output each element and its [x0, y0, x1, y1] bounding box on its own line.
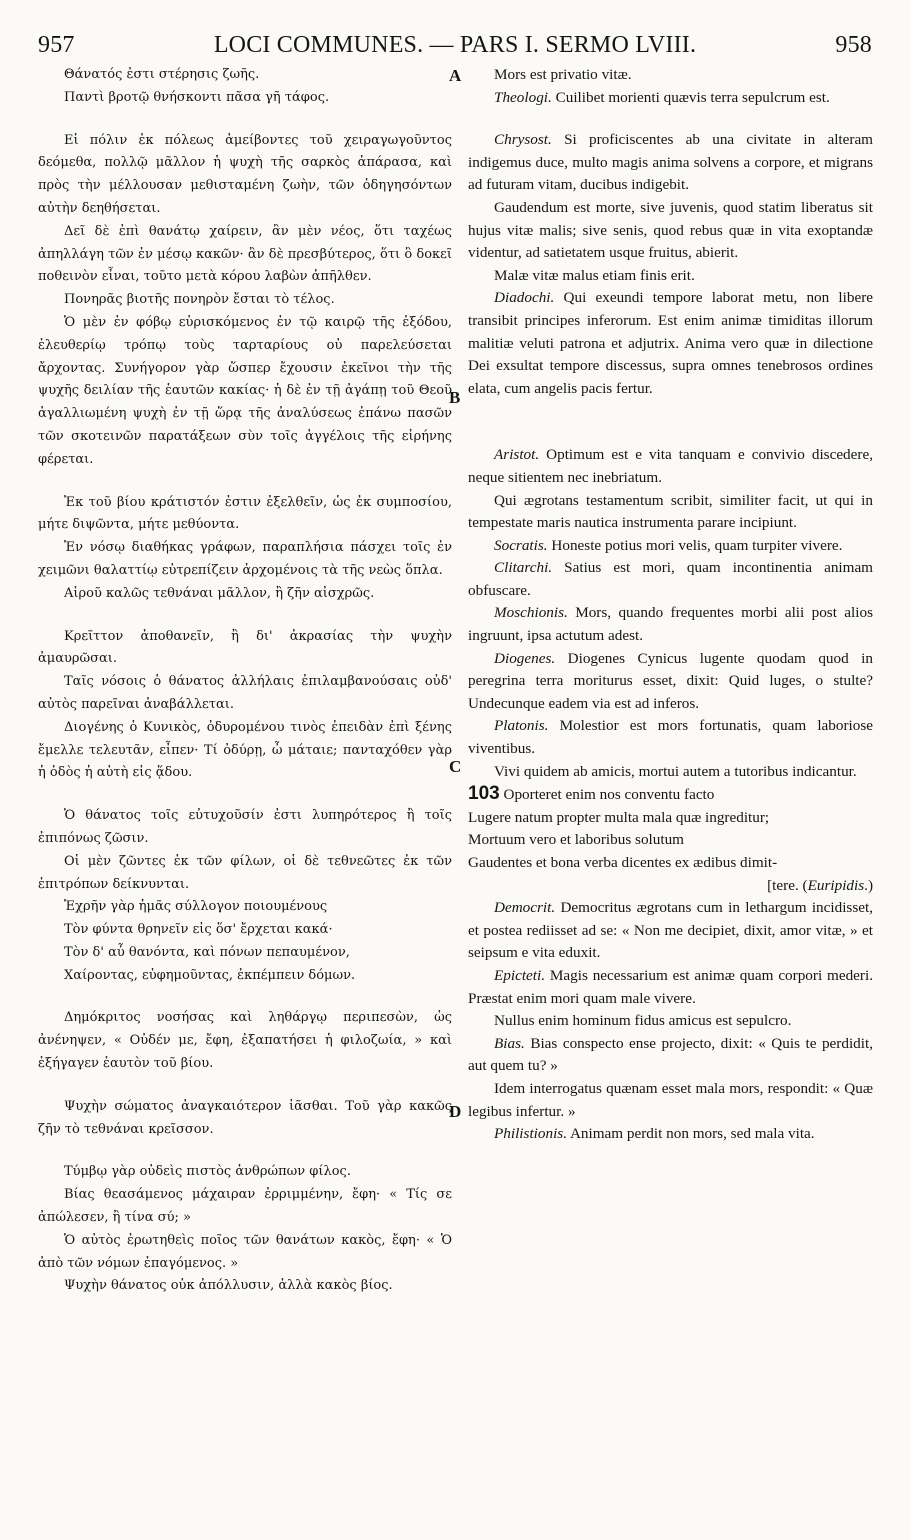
- greek-paragraph: Ἐν νόσῳ διαθήκας γράφων, παραπλήσια πάσχει τοῖς ἐν χειμῶνι θαλαττίῳ εὐτρεπίζειν ἀρχομένοις τὰ τῆς νεὼς ὅπλα.: [38, 540, 452, 578]
- latin-text: Animam perdit non mors, sed mala vita.: [567, 1125, 815, 1143]
- source-name: Diadochi.: [494, 289, 555, 307]
- source-name: Aristot.: [494, 446, 540, 464]
- greek-paragraph: Δεῖ δὲ ἐπὶ θανάτῳ χαίρειν, ἂν μὲν νέος, ὅτι ταχέως ἀπηλλάγη τῶν ἐν μέσῳ κακῶν· ἂν δὲ πρεσβύτερος, ὅτι ὃ δοκεῖ ποθεινὸν εἶναι, τοῦτο μετὰ κόρου λαβὼν ἀπῆλθεν.: [38, 223, 452, 285]
- latin-text: Optimum est e vita tanquam e convivio discedere, neque sitientem nec inebriatum.: [468, 446, 873, 486]
- greek-paragraph: Ὁ αὐτὸς ἐρωτηθεὶς ποῖος τῶν θανάτων κακὸς, ἔφη· « Ὁ ἀπὸ τῶν νόμων ἐπαγόμενος. »: [38, 1232, 452, 1271]
- source-name: Chrysost.: [494, 131, 552, 149]
- latin-paragraph: Gaudendum est morte, sive juvenis, quod statim liberatus sit hujus vitæ malis; sive senis, quod rebus quæ in vita exoptandæ videntur, ad satietatem usque fruitus, abierit.: [468, 198, 873, 262]
- latin-line: Mors est privatio vitæ.: [494, 66, 632, 83]
- latin-paragraph: [468, 1123, 873, 1146]
- margin-letter-b: B: [449, 388, 461, 407]
- source-name: Socratis.: [494, 536, 548, 554]
- greek-paragraph: Ὁ μὲν ἐν φόβῳ εὑρισκόμενος ἐν τῷ καιρῷ τῆς ἐξόδου, ἐλευθερίῳ τρόπῳ τοὺς ταρταρίους οὐ παρελεύσεται ἄρχοντας. Συνήγορον γὰρ ὥσπερ ἔχουσιν ἐκεῖνοι τὴν τῆς ψυχῆς δειλίαν τῆς ἑαυτῶν κακίας· ἡ δὲ ἐν τῇ ἀγάπῃ τοῦ Θεοῦ ἀγαλλιωμένη ψυχὴ ἐν τῇ ὥρᾳ τῆς ἀναλύσεως ἐπάνω πασῶν τῶν σκοτεινῶν παρατάξεων σὺν τοῖς ἀγγέλοις τῆς εἰρήνης φέρεται.: [38, 314, 452, 467]
- column-number: 103: [468, 783, 500, 805]
- greek-verse: Τὸν δ' αὖ θανόντα, καὶ πόνων πεπαυμένον,: [64, 944, 350, 960]
- greek-line: Θάνατός ἐστι στέρησις ζωῆς.: [64, 67, 260, 82]
- greek-column: [38, 64, 452, 1298]
- running-title: LOCI COMMUNES. — PARS I. SERMO LVIII.: [213, 32, 697, 58]
- latin-paragraph: [468, 965, 873, 1010]
- greek-paragraph: Κρεῖττον ἀποθανεῖν, ἢ δι' ἀκρασίας τὴν ψυχὴν ἀμαυρῶσαι.: [38, 628, 452, 667]
- page-number-left: 957: [38, 32, 75, 58]
- greek-paragraph: Ταῖς νόσοις ὁ θάνατος ἀλλήλαις ἐπιλαμβανούσαις οὐδ' αὐτὸς παρεῖναι ἀναβάλλεται.: [38, 674, 452, 712]
- greek-verse: Τὸν φύντα θρηνεῖν εἰς ὅσ' ἔρχεται κακά·: [64, 922, 333, 938]
- source-name: Moschionis.: [494, 604, 568, 622]
- latin-text: Cuilibet morienti quævis terra sepulcrum est.: [551, 88, 830, 106]
- greek-line: Ψυχὴν θάνατος οὐκ ἀπόλλυσιν, ἀλλὰ κακὸς βίος.: [64, 1278, 393, 1294]
- latin-paragraph: [468, 715, 873, 760]
- latin-paragraph: [468, 1033, 873, 1078]
- source-name: Philistionis.: [494, 1125, 567, 1143]
- latin-text: Molestior est mors fortunatis, quam laboriose viventibus.: [468, 717, 873, 758]
- greek-line: Αἱροῦ καλῶς τεθνάναι μᾶλλον, ἢ ζῆν αἰσχρῶς.: [64, 585, 375, 601]
- greek-paragraph: Ὁ θάνατος τοῖς εὐτυχοῦσίν ἐστι λυπηρότερος ἢ τοῖς ἐπιπόνως ζῶσιν.: [38, 808, 452, 846]
- latin-paragraph: [468, 87, 873, 110]
- margin-letter-c: C: [449, 757, 462, 776]
- source-name: Platonis.: [494, 717, 549, 735]
- source-name: Clitarchi.: [494, 559, 553, 577]
- page-number-right: 958: [835, 32, 872, 58]
- latin-text: Si proficiscentes ab una civitate in alteram indigemus duce, multo magis anima solvens a corpore, et migrans ad futuram vitam, ducibus indigebit.: [468, 131, 873, 194]
- source-name: Diogenes.: [494, 649, 556, 667]
- latin-text: Bias conspecto ense projecto, dixit: « Quis te perdidit, aut quem tu? »: [468, 1034, 873, 1075]
- latin-verse: Gaudentes et bona verba dicentes ex ædibus dimit-: [468, 854, 778, 871]
- greek-paragraph: Εἰ πόλιν ἐκ πόλεως ἀμείβοντες τοῦ χειραγωγοῦντος δεόμεθα, πολλῷ μᾶλλον ἡ ψυχὴ τῆς σαρκὸς ἀπάρασα, καὶ πρὸς τὴν μέλλουσαν μεθισταμένη ζωὴν, τῶν ὁδηγησόντων αὐτὴν δεηθήσεται.: [38, 132, 452, 216]
- latin-paragraph: [468, 557, 873, 602]
- latin-paragraph: [468, 648, 873, 716]
- greek-paragraph: Διογένης ὁ Κυνικὸς, ὀδυρομένου τινὸς ἐπειδὰν ἐπὶ ξένης ἔμελλε τελευτᾶν, εἶπεν· Τί ὀδύρῃ, ὦ μάταιε; πανταχόθεν γὰρ ἡ ὁδὸς ἡ αὐτὴ εἰς ᾅδου.: [38, 719, 452, 781]
- latin-text: Magis necessarium est animæ quam corpori mederi. Præstat enim mori quam male vivere.: [468, 966, 873, 1007]
- latin-verse: [468, 875, 873, 898]
- latin-text: Diogenes Cynicus lugente quodam quod in peregrina terra moriturus esset, dixit: Quid luges, o stulte? Undecunque eadem via est ad inferos.: [468, 649, 873, 712]
- greek-paragraph: Ἐκ τοῦ βίου κράτιστόν ἐστιν ἐξελθεῖν, ὡς ἐκ συμποσίου, μήτε διψῶντα, μήτε μεθύοντα.: [38, 494, 452, 533]
- latin-verse: [468, 783, 873, 807]
- greek-paragraph: Δημόκριτος νοσήσας καὶ ληθάργῳ περιπεσὼν, ὡς ἀνένηψεν, « Οὐδέν με, ἔφη, ἐξαπατήσει ἡ φιλοζωία, » καὶ ἐξήγαγεν ἑαυτὸν τοῦ βίου.: [38, 1010, 452, 1072]
- latin-text: Oporteret enim nos conventu facto: [499, 786, 715, 804]
- latin-line: Malæ vitæ malus etiam finis erit.: [494, 266, 695, 284]
- latin-text: Democritus ægrotans cum in lethargum incidisset, et postea rediisset ad se: « Non me decipiet, dixit, amor vitæ, » et seipsum e vita eduxit.: [468, 899, 873, 962]
- greek-paragraph: Βίας θεασάμενος μάχαιραν ἐρριμμένην, ἔφη· « Τίς σε ἀπώλεσεν, ἢ τίνα σύ; »: [38, 1187, 452, 1226]
- source-name: Epicteti.: [494, 966, 546, 984]
- margin-letter-a: A: [449, 66, 462, 85]
- greek-line: Πονηρᾶς βιοτῆς πονηρὸν ἔσται τὸ τέλος.: [64, 292, 335, 308]
- latin-column: [468, 64, 873, 1146]
- latin-paragraph: [468, 897, 873, 965]
- margin-letter-d: D: [449, 1102, 462, 1121]
- latin-verse: Lugere natum propter multa mala quæ ingreditur;: [468, 808, 770, 826]
- source-name: Theologi.: [494, 88, 552, 106]
- latin-paragraph: [468, 287, 873, 400]
- source-name: Bias.: [494, 1034, 525, 1052]
- running-header: [38, 32, 872, 60]
- latin-verse: Mortuum vero et laboribus solutum: [468, 831, 684, 849]
- latin-text: Qui exeundi tempore laborat metu, non libere transibit principes inferorum. Est enim animæ timiditas illorum malitiæ veluti patrona et adjutrix. Anima vero quæ in dilectione Dei exsultat tempore discessus, supra omnes tenebrosos ordines elata, cum angelis pacis fertur.: [468, 289, 873, 397]
- latin-paragraph: Idem interrogatus quænam esset mala mors, respondit: « Quæ legibus infertur. »: [468, 1079, 873, 1120]
- latin-text: .): [864, 876, 873, 894]
- latin-paragraph: [468, 444, 873, 489]
- latin-line: Nullus enim hominum fidus amicus est sepulcro.: [494, 1012, 792, 1030]
- latin-paragraph: [468, 129, 873, 197]
- greek-paragraph: Οἱ μὲν ζῶντες ἐκ τῶν φίλων, οἱ δὲ τεθνεῶτες ἐκ τῶν ἐπιτρόπων δείκνυνται.: [38, 853, 452, 892]
- latin-text: Honeste potius mori velis, quam turpiter vivere.: [547, 536, 843, 554]
- source-name: Democrit.: [494, 899, 556, 917]
- greek-verse: Χαίροντας, εὐφημοῦντας, ἐκπέμπειν δόμων.: [64, 967, 356, 983]
- greek-line: Τύμβῳ γὰρ οὐδεὶς πιστὸς ἀνθρώπων φίλος.: [64, 1164, 351, 1180]
- greek-line: Παντὶ βροτῷ θνήσκοντι πᾶσα γῆ τάφος.: [64, 89, 330, 105]
- latin-paragraph: Qui ægrotans testamentum scribit, similiter facit, ut qui in tempestate maris nautica instrumenta parare incipiunt.: [468, 491, 873, 532]
- latin-paragraph: [468, 535, 873, 558]
- latin-text: Mors, quando frequentes morbi alii post alios ingruunt, ipsa actutum adest.: [468, 604, 873, 645]
- latin-text: [tere. (: [767, 876, 808, 894]
- greek-paragraph: Ψυχὴν σώματος ἀναγκαιότερον ἰᾶσθαι. Τοῦ γὰρ κακῶς ζῆν τὸ τεθνάναι κρεῖσσον.: [38, 1098, 452, 1137]
- latin-text: Satius est mori, quam incontinentia animam obfuscare.: [468, 559, 873, 599]
- greek-verse: Ἐχρῆν γὰρ ἡμᾶς σύλλογον ποιουμένους: [64, 899, 328, 915]
- latin-paragraph: Vivi quidem ab amicis, mortui autem a tutoribus indicantur.: [494, 762, 857, 780]
- source-name: Euripidis: [807, 876, 865, 894]
- latin-paragraph: [468, 602, 873, 647]
